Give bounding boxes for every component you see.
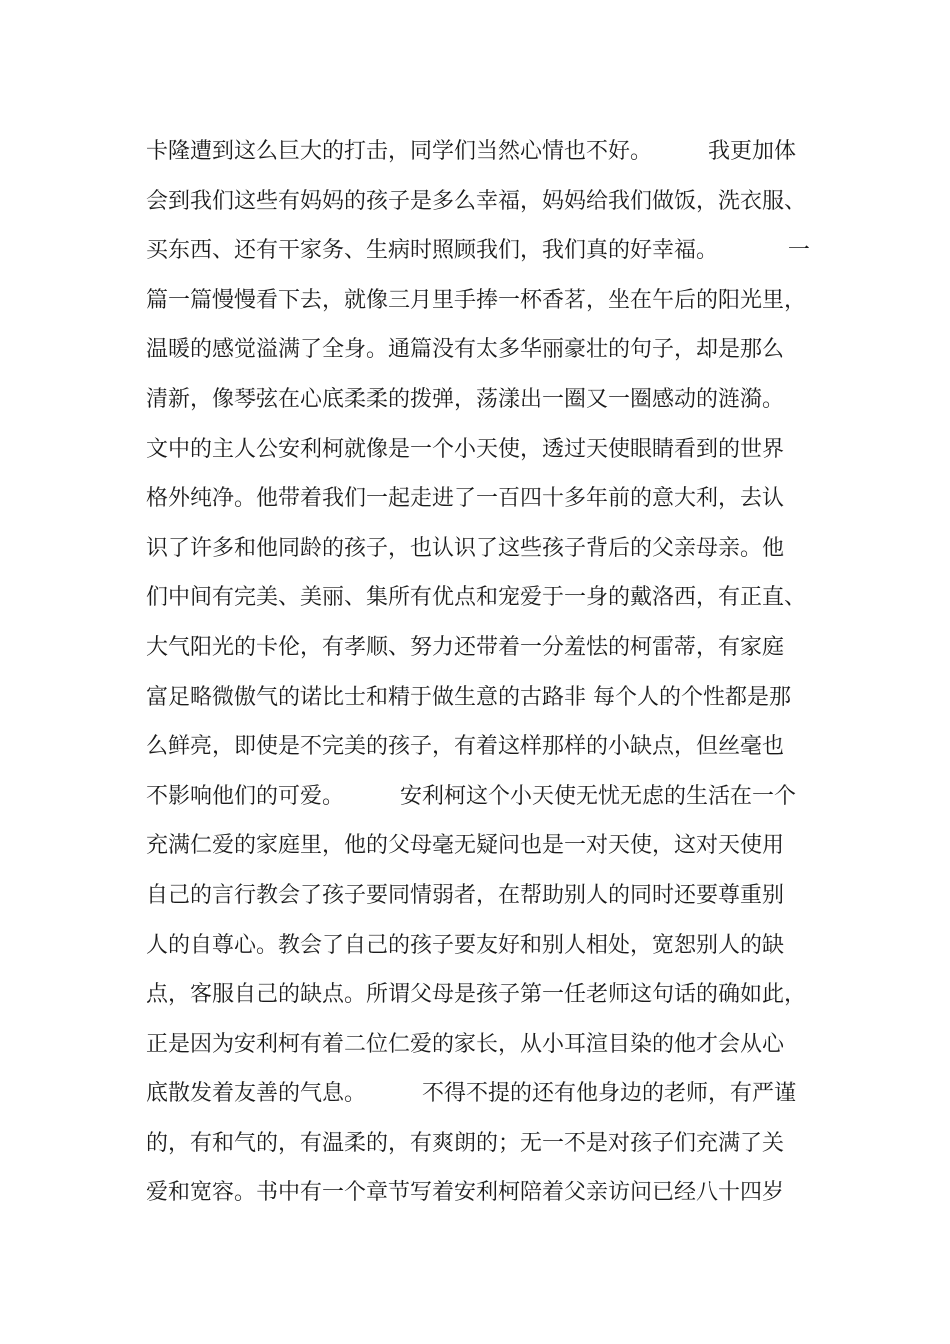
text-line: 充满仁爱的家庭里，他的父母毫无疑问也是一对天使，这对天使用 <box>146 833 785 859</box>
text-line: 温暖的感觉溢满了全身。通篇没有太多华丽豪壮的句子，却是那么 <box>146 337 785 363</box>
text-line: 富足略微傲气的诺比士和精于做生意的古路非 每个人的个性都是那 <box>146 684 791 710</box>
text-line: 清新，像琴弦在心底柔柔的拨弹，荡漾出一圈又一圈感动的涟漪。 <box>146 386 785 412</box>
text-line: 买东西、还有干家务、生病时照顾我们，我们真的好幸福。 一 <box>146 238 810 264</box>
text-line: 自己的言行教会了孩子要同情弱者，在帮助别人的同时还要尊重别 <box>146 882 785 908</box>
text-line: 点，客服自己的缺点。所谓父母是孩子第一任老师这句话的确如此， <box>146 982 807 1008</box>
text-line: 篇一篇慢慢看下去，就像三月里手捧一杯香茗，坐在午后的阳光里， <box>146 287 807 313</box>
text-line: 卡隆遭到这么巨大的打击，同学们当然心情也不好。 我更加体 <box>146 139 796 164</box>
text-line: 爱和宽容。书中有一个章节写着安利柯陪着父亲访问已经八十四岁 <box>146 1180 785 1206</box>
text-line: 大气阳光的卡伦，有孝顺、努力还带着一分羞怯的柯雷蒂，有家庭 <box>146 634 785 660</box>
text-line: 底散发着友善的气息。 不得不提的还有他身边的老师，有严谨 <box>146 1081 796 1107</box>
text-line: 的，有和气的，有温柔的，有爽朗的；无一不是对孩子们充满了关 <box>146 1130 785 1156</box>
text-line: 人的自尊心。教会了自己的孩子要友好和别人相处，宽恕别人的缺 <box>146 932 785 958</box>
text-line: 么鲜亮，即使是不完美的孩子，有着这样那样的小缺点，但丝毫也 <box>146 734 785 760</box>
text-line: 会到我们这些有妈妈的孩子是多么幸福，妈妈给我们做饭，洗衣服、 <box>146 188 807 214</box>
text-line: 格外纯净。他带着我们一起走进了一百四十多年前的意大利，去认 <box>146 486 785 512</box>
text-line: 们中间有完美、美丽、集所有优点和宠爱于一身的戴洛西，有正直、 <box>146 585 807 611</box>
text-line: 识了许多和他同龄的孩子，也认识了这些孩子背后的父亲母亲。他 <box>146 535 785 561</box>
text-line: 文中的主人公安利柯就像是一个小天使，透过天使眼睛看到的世界 <box>146 436 785 462</box>
text-line: 正是因为安利柯有着二位仁爱的家长，从小耳渲目染的他才会从心 <box>146 1031 785 1057</box>
body-text <box>146 132 836 1223</box>
text-line: 不影响他们的可爱。 安利柯这个小天使无忧无虑的生活在一个 <box>146 783 796 809</box>
